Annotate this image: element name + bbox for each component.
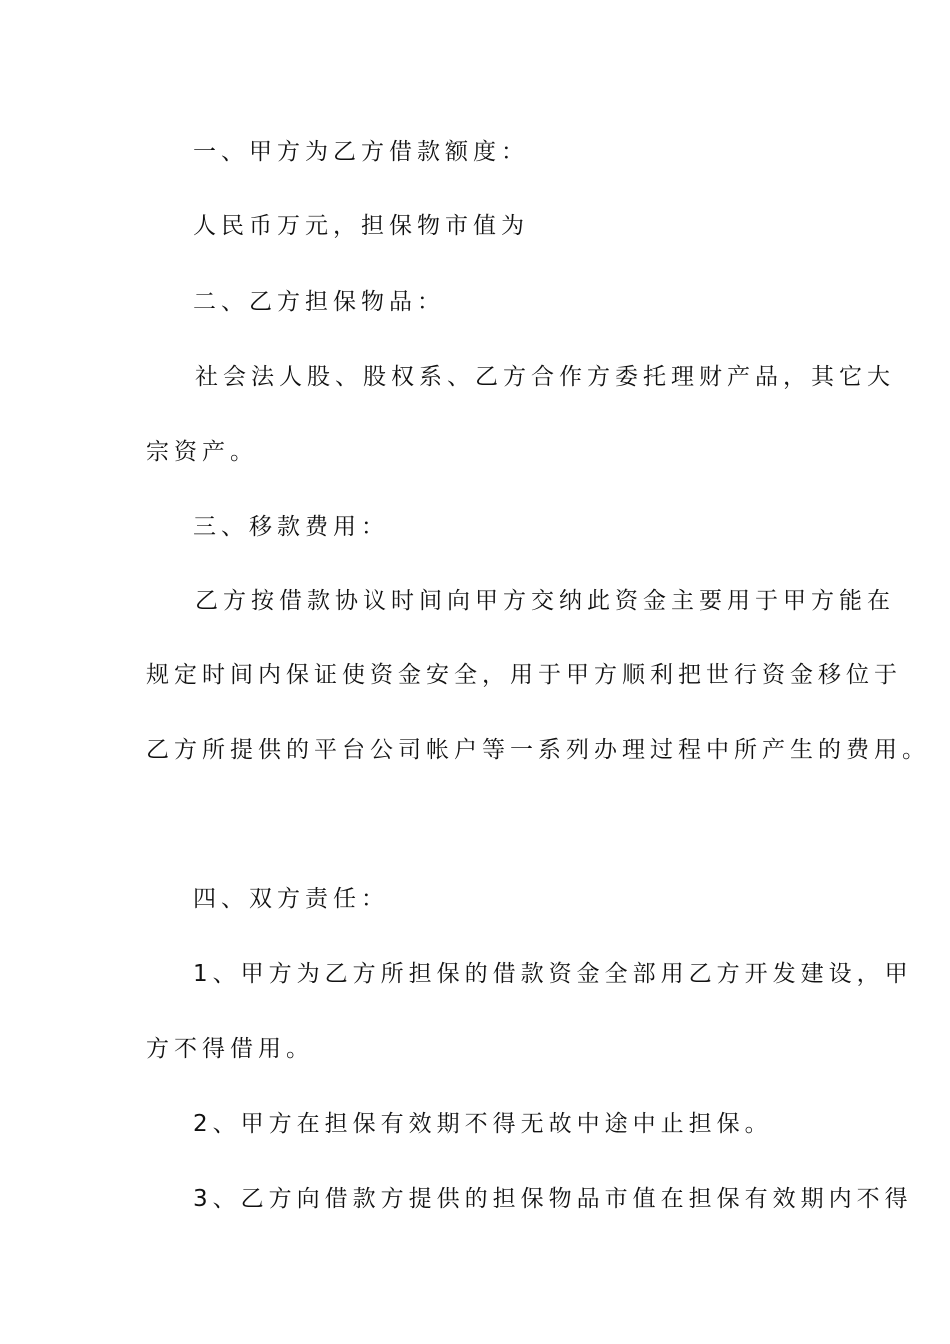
paragraph-line: 宗资产。 xyxy=(146,439,258,465)
paragraph-line: 社会法人股、股权系、乙方合作方委托理财产品，其它大 xyxy=(195,364,895,390)
paragraph-line: 乙方按借款协议时间向甲方交纳此资金主要用于甲方能在 xyxy=(195,588,895,614)
paragraph-line: 乙方所提供的平台公司帐户等一系列办理过程中所产生的费用。 xyxy=(146,737,930,763)
paragraph-line: 方不得借用。 xyxy=(146,1036,314,1062)
section-heading-1: 一、甲方为乙方借款额度： xyxy=(193,139,529,165)
paragraph-line: 人民币万元，担保物市值为 xyxy=(193,213,529,239)
list-item-3: 3、乙方向借款方提供的担保物品市值在担保有效期内不得 xyxy=(193,1186,913,1212)
list-item-1: 1、甲方为乙方所担保的借款资金全部用乙方开发建设，甲 xyxy=(193,961,913,987)
section-heading-3: 三、移款费用： xyxy=(193,514,389,540)
list-item-2: 2、甲方在担保有效期不得无故中途中止担保。 xyxy=(193,1111,773,1137)
section-heading-2: 二、乙方担保物品： xyxy=(193,289,445,315)
paragraph-line: 规定时间内保证使资金安全，用于甲方顺利把世行资金移位于 xyxy=(146,662,902,688)
section-heading-4: 四、双方责任： xyxy=(193,886,389,912)
